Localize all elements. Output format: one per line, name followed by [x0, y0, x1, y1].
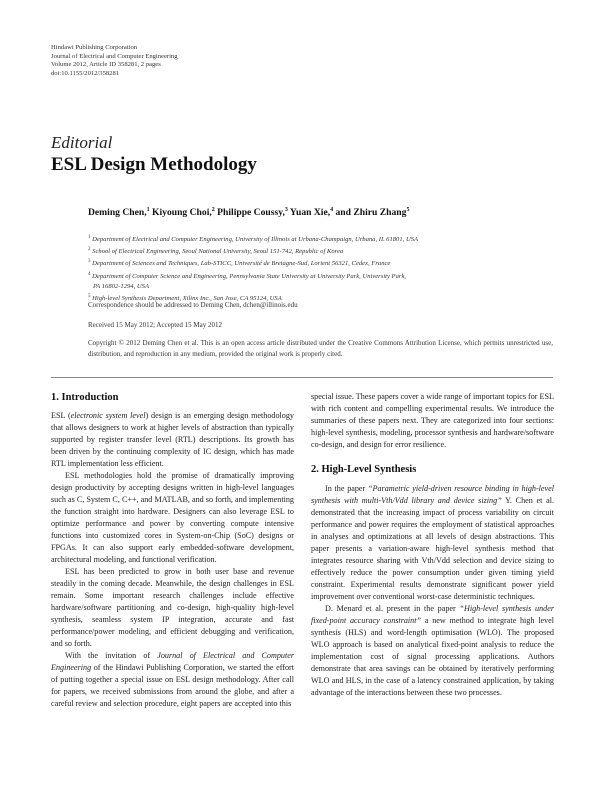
affiliation-text: PA 16802-1294, USA — [93, 282, 149, 290]
author-name: Deming Chen, — [88, 207, 147, 219]
italic-run: electronic system level — [70, 411, 146, 420]
header-divider — [51, 377, 553, 378]
text-run: ) design is an emerging design methodology that allows designers to work at higher levels of abstraction than typically supported by register transfer level (RTL) descriptions. Its growth has been driven by the continuing complexity of IC design, which has made RTL implementation less efficient. — [51, 411, 294, 468]
italic-run: “High-level synthesis under fixed-point accuracy constraint” — [311, 604, 554, 625]
affiliation — [88, 257, 558, 269]
affiliation-text: Department of Computer Science and Engineering, Pennsylvania State University at University Park, University Park, — [92, 272, 407, 280]
journal-name: Journal of Electrical and Computer Engineering — [51, 52, 178, 60]
affiliation-continuation — [88, 282, 558, 292]
section-heading-introduction: 1. Introduction — [51, 392, 119, 403]
affiliation-num: 2 — [88, 247, 91, 253]
paragraph — [311, 603, 554, 699]
affiliation-text: School of Electrical Engineering, Seoul National University, Seoul 151-742, Republic of Korea — [92, 248, 344, 256]
affiliation-list — [88, 233, 558, 304]
paragraph: ESL has been predicted to grow in both user base and revenue steadily in the coming decade. Meanwhile, the design challenges in ESL remain. Some important research challenges include effective hardware/software partitioning and co-design, high-quality high-level synthesis, seamless system IP integration, accurate and fast performance/power modeling, and efficient debugging and verification, and so forth. — [51, 567, 294, 648]
volume-info: Volume 2012, Article ID 358281, 2 pages — [51, 61, 161, 68]
affiliation-text: High-level Synthesis Department, Xilinx Inc., San Jose, CA 95124, USA — [92, 294, 282, 302]
correspondence: Correspondence should be addressed to Deming Chen, dchen@illinois.edu — [88, 301, 298, 309]
author-affil-num: 2 — [211, 207, 215, 213]
paragraph: ESL methodologies hold the promise of dramatically improving design productivity by accepting designs written in high-level languages such as C, System C, C++, and MATLAB, and so forth, and implementing the function straight into hardware. Designers can also leverage ESL to optimize performance and power by converting compute intensive functions into customized cores in System-on-Chip (SoC) designs or FPGAs. It can also support early embedded-software development, architectural modeling, and functional verification. — [51, 471, 294, 564]
affiliation-num: 5 — [88, 293, 91, 299]
affiliation-num: 1 — [88, 235, 91, 240]
author-affil-num: 5 — [406, 207, 410, 213]
copyright-notice: Copyright © 2012 Deming Chen et al. This is an open access article distributed under the Creative Commons Attribution License, which permits unrestricted use, distribution, and reproduction in any medium, provided the original work is properly cited. — [88, 339, 553, 358]
right-column — [311, 391, 554, 699]
section-heading-high-level-synthesis: 2. High-Level Synthesis — [311, 464, 417, 475]
text-run: a new method to integrate high level synthesis (HLS) and word-length optimisation (WLO). The proposed WLO approach is based on analytical fixed-point analysis to reduce the implementation cost of signal processing applications. Authors demonstrate that area savings can be obtained by iteratively performing WLO and HLS, in the case of a latency constrained application, by taking advantage of the interactions between these two processes. — [311, 616, 554, 697]
text-run: of the Hindawi Publishing Corporation, we started the effort of putting together a special issue on ESL design methodology. After call for papers, we received submissions from around the globe, and after a careful review and selection procedure, eight papers are accepted into this — [51, 663, 294, 708]
italic-run: Journal of Electrical and Computer Engineering — [51, 651, 294, 672]
affiliation — [88, 270, 558, 282]
text-run: ESL ( — [51, 411, 71, 420]
author-list — [88, 207, 409, 218]
publisher-name: Hindawi Publishing Corporation — [51, 44, 138, 51]
affiliation-text: Department of Electrical and Computer Engineering, University of Illinois at Urbana-Champaign, Urbana, IL 61801, USA — [92, 236, 419, 244]
affiliation-num: 4 — [88, 271, 91, 277]
text-run: D. Menard et al. present in the paper — [325, 604, 460, 613]
section-label: Editorial — [51, 133, 113, 152]
text-run: In the paper — [325, 484, 368, 493]
article-title: ESL Design Methodology — [51, 154, 257, 175]
affiliation — [88, 245, 558, 257]
paragraph — [311, 483, 554, 603]
paragraph: special issue. These papers cover a wide range of important topics for ESL with rich content and compelling experimental results. We introduce the summaries of these papers next. They are categorized into four sections: high-level synthesis, modeling, processor synthesis and hardware/software co-design, and design for error resilience. — [311, 392, 554, 449]
text-run: With the invitation of — [65, 651, 158, 660]
journal-header — [51, 44, 178, 78]
author-affil-num: 1 — [146, 207, 150, 213]
received-accepted-dates: Received 15 May 2012; Accepted 15 May 2012 — [88, 321, 222, 329]
doi: doi:10.1155/2012/358281 — [51, 69, 120, 77]
author-name: Philippe Coussy, — [214, 207, 285, 219]
affiliation-num: 3 — [88, 259, 91, 265]
author-name: Yuan Xie, — [287, 207, 331, 219]
affiliation — [88, 233, 558, 245]
author-name: and Zhiru Zhang — [333, 207, 407, 219]
paragraph — [51, 410, 294, 470]
author-affil-num: 3 — [284, 207, 288, 213]
author-affil-num: 4 — [330, 207, 334, 213]
author-name: Kiyoung Choi, — [149, 207, 212, 219]
paragraph — [51, 650, 294, 710]
affiliation-text: Department of Sciences and Techniques, Lab-STICC, Université de Bretagne-Sud, Lorient 56321, Cedex, France — [92, 260, 391, 268]
italic-run: “Parametric yield-driven resource binding in high-level synthesis with multi-Vth/Vdd library and device sizing” — [311, 484, 554, 505]
text-run: Y. Chen et al. demonstrated that the increasing impact of process variability on circuit performance and power requires the employment of statistical approaches in analyses and optimizations at all levels of design abstractions. This paper presents a variation-aware high-level synthesis method that integrates resource sharing with Vth/Vdd selection and device sizing to effectively reduce the power consumption under given timing yield constraint. Experimental results demonstrate significant power yield improvement over conventional worst-case deterministic techniques. — [311, 496, 554, 601]
left-column — [51, 392, 294, 710]
